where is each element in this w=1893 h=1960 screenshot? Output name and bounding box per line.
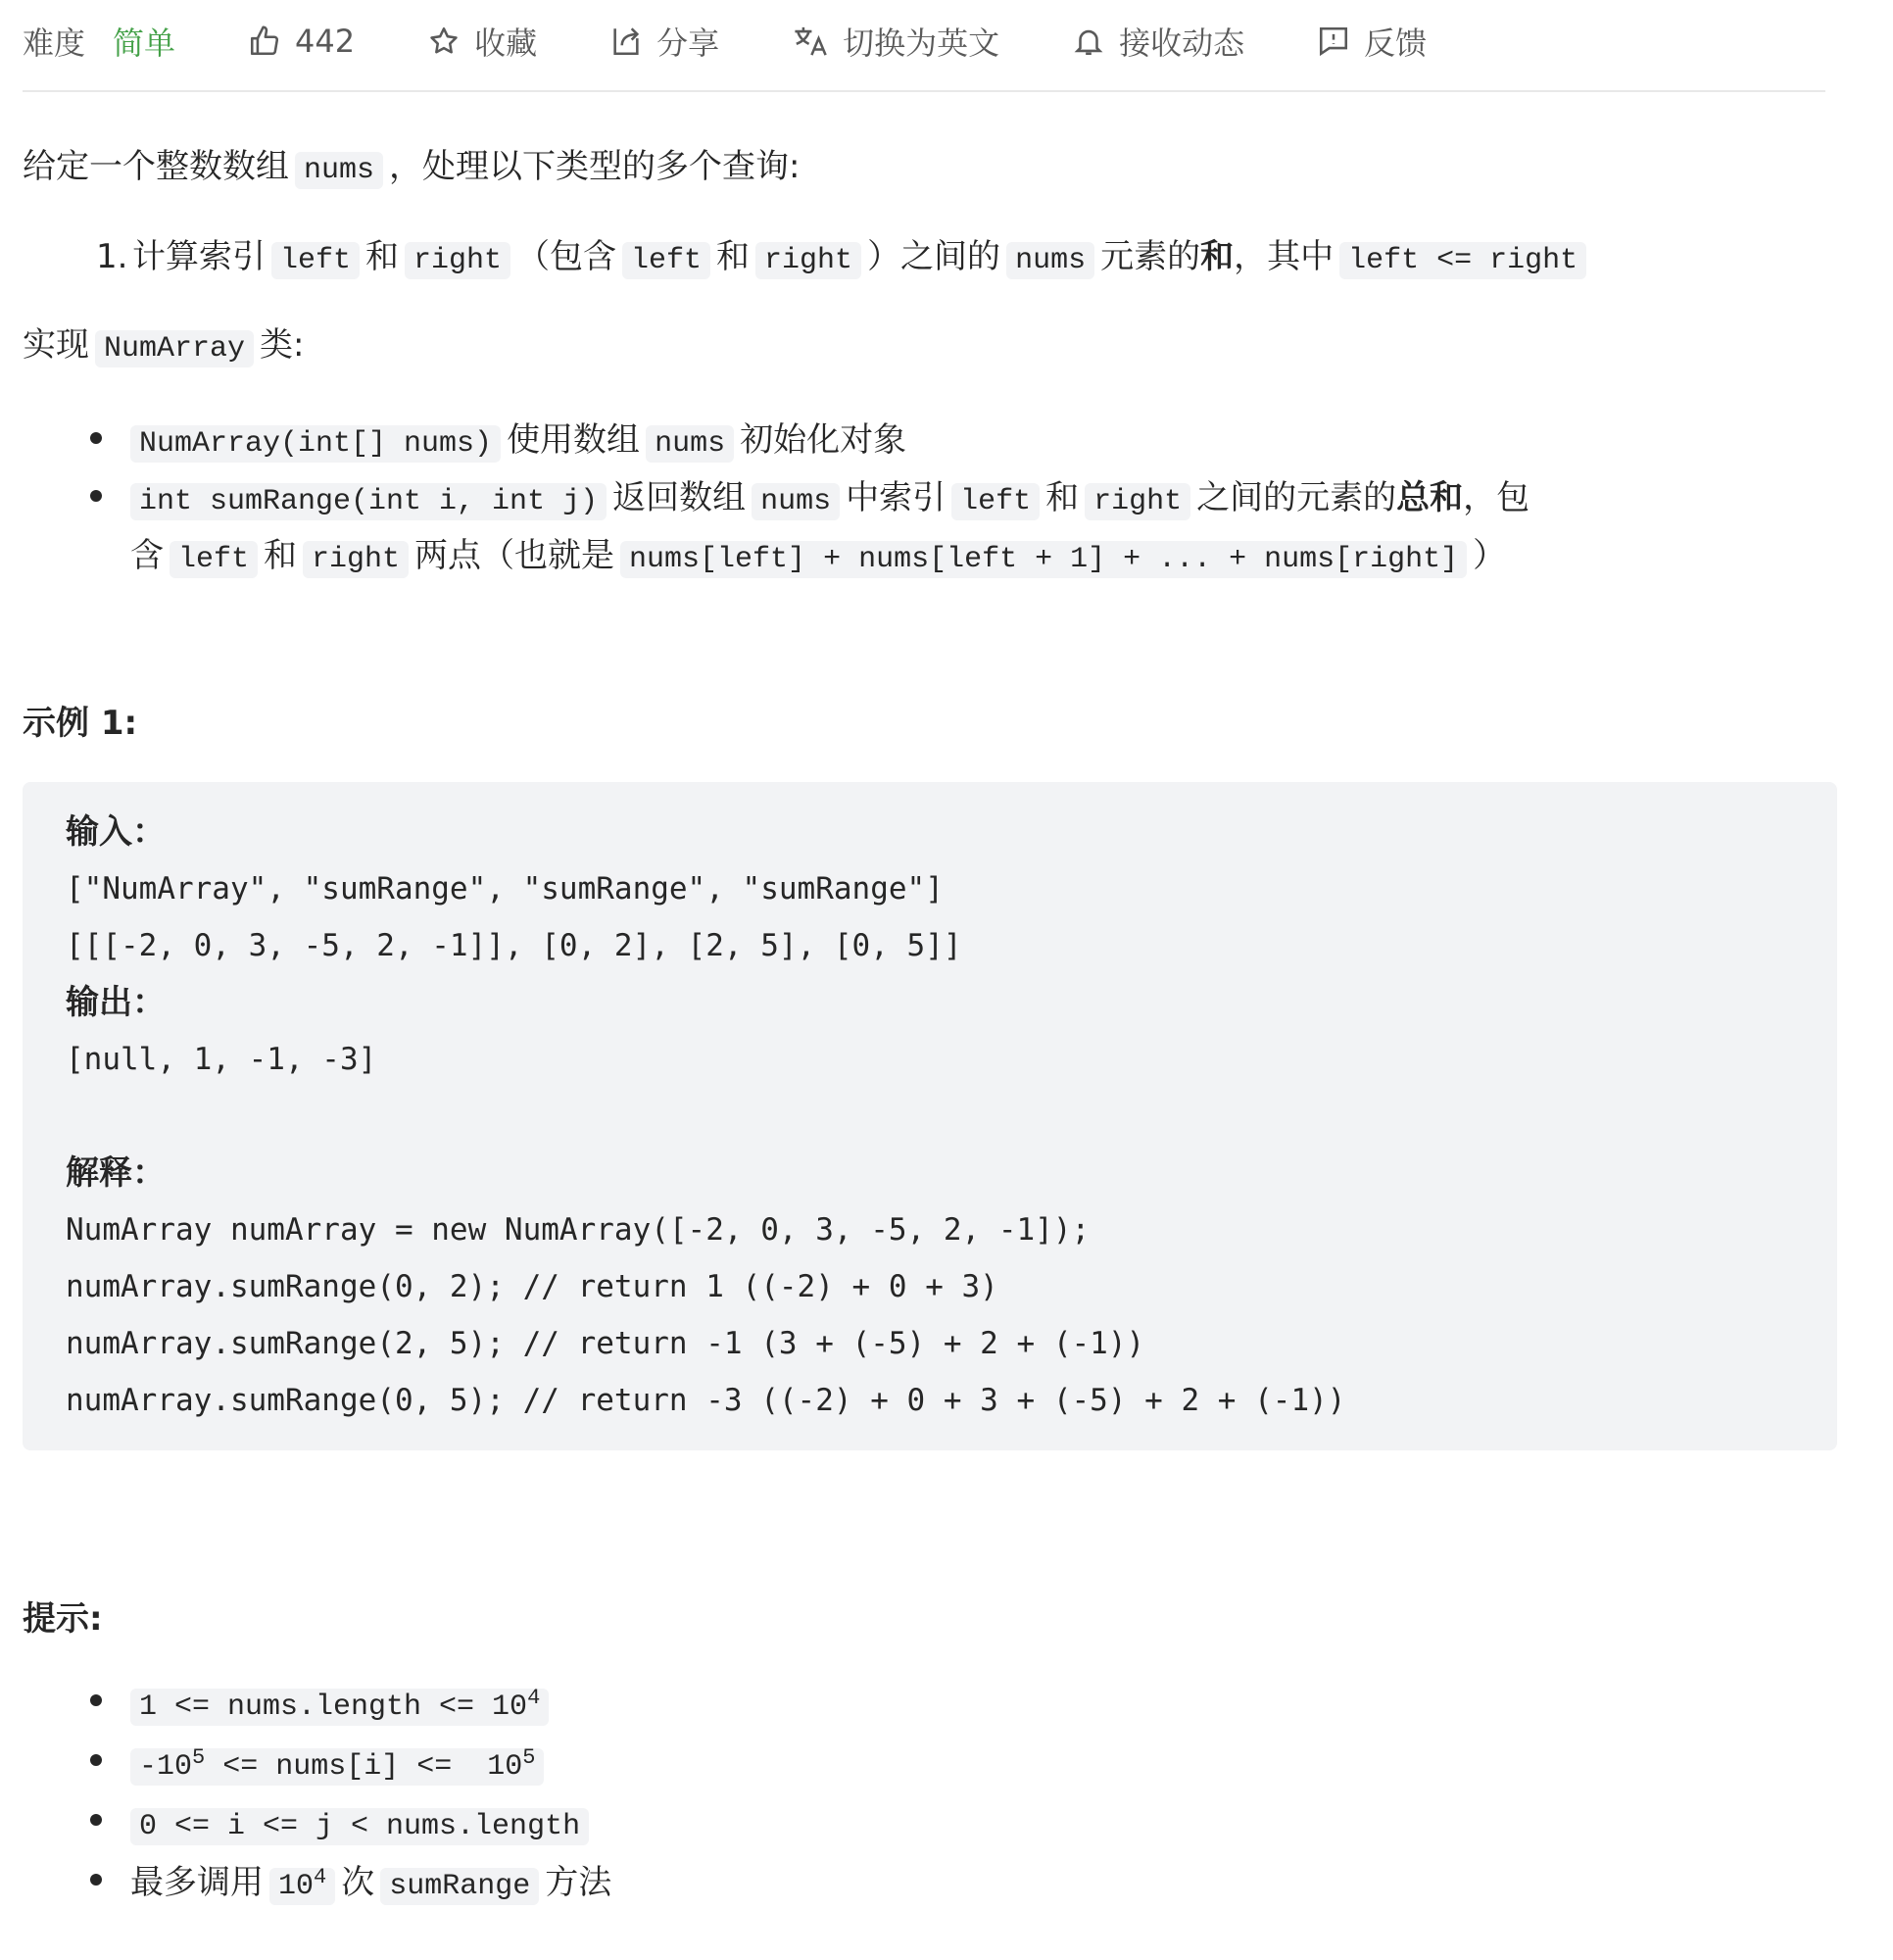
query-text: （包含 xyxy=(516,237,617,276)
difficulty-value: 简单 xyxy=(113,24,176,62)
hint-superscript: 4 xyxy=(527,1686,541,1710)
inline-code-hint-1 xyxy=(130,1686,549,1726)
query-text: 和 xyxy=(365,237,400,276)
hint-text: 方法 xyxy=(545,1863,612,1902)
bell-icon xyxy=(1072,24,1105,58)
method-text: ） xyxy=(1473,536,1507,575)
feedback-icon xyxy=(1317,24,1350,58)
hints-title: 提示: xyxy=(23,1599,103,1639)
intro-text-1: 给定一个整数数组 xyxy=(23,147,289,186)
blank-line xyxy=(66,1088,1794,1145)
switch-language-label: 切换为英文 xyxy=(843,24,1000,62)
query-number: 1. xyxy=(96,237,128,276)
hints-list xyxy=(23,1676,1747,1915)
hint-item-4 xyxy=(23,1855,1747,1915)
method-text: 和 xyxy=(1045,478,1080,517)
implement-paragraph xyxy=(23,321,305,372)
explain-line-4: numArray.sumRange(0, 5); // return -3 ((-2) + 0 + 3 + (-5) + 2 + (-1)) xyxy=(66,1383,1346,1418)
inline-code-right: right xyxy=(1085,483,1190,520)
inline-code-sumrange-signature: int sumRange(int i, int j) xyxy=(130,483,607,520)
star-icon xyxy=(427,24,461,58)
inline-code-right: right xyxy=(303,541,409,578)
explain-line-1: NumArray numArray = new NumArray([-2, 0, 3, -5, 2, -1]); xyxy=(66,1212,1091,1248)
feedback-label: 反馈 xyxy=(1364,24,1428,62)
output-label: 输出： xyxy=(66,983,166,1022)
hint-superscript: 5 xyxy=(192,1745,206,1770)
input-label: 输入： xyxy=(66,812,166,852)
explain-line-3: numArray.sumRange(2, 5); // return -1 (3 + (-5) + 2 + (-1)) xyxy=(66,1326,1145,1361)
query-text: ）之间的 xyxy=(867,237,1001,276)
method-item-sumrange xyxy=(23,471,1747,587)
like-button[interactable] xyxy=(248,23,355,60)
method-text: 含 xyxy=(130,536,164,575)
inline-code-right: right xyxy=(755,242,861,279)
switch-language-button[interactable] xyxy=(792,19,999,64)
inline-code-left: left xyxy=(951,483,1040,520)
favorite-label: 收藏 xyxy=(474,24,538,62)
input-line-2: [[[-2, 0, 3, -5, 2, -1]], [0, 2], [2, 5], [0, 5]] xyxy=(66,928,962,963)
input-line-1: ["NumArray", "sumRange", "sumRange", "sumRange"] xyxy=(66,871,944,906)
inline-code-hint-4 xyxy=(269,1865,335,1905)
inline-code-right: right xyxy=(405,242,510,279)
method-item-constructor xyxy=(23,414,1747,471)
query-list xyxy=(23,233,1825,284)
query-text: 元素的 xyxy=(1100,237,1201,276)
method-text: 和 xyxy=(264,536,298,575)
explain-line-2: numArray.sumRange(0, 2); // return 1 ((-2) + 0 + 3) xyxy=(66,1269,998,1304)
like-count: 442 xyxy=(295,23,356,60)
intro-text-2: ，处理以下类型的多个查询: xyxy=(389,147,801,186)
share-icon xyxy=(609,24,643,58)
bold-total-sum: 总和 xyxy=(1396,478,1464,517)
hint-text: -10 xyxy=(139,1750,193,1784)
output-line: [null, 1, -1, -3] xyxy=(66,1042,377,1077)
hint-superscript: 4 xyxy=(314,1865,327,1889)
inline-code-nums: nums xyxy=(646,425,734,463)
inline-code-sumrange: sumRange xyxy=(380,1868,539,1905)
hint-item-3 xyxy=(23,1795,1747,1855)
query-text: 计算索引 xyxy=(132,237,266,276)
hint-item-1 xyxy=(23,1676,1747,1736)
hint-text: 最多调用 xyxy=(130,1863,264,1902)
implement-text-1: 实现 xyxy=(23,325,89,365)
inline-code-nums: nums xyxy=(295,152,383,189)
subscribe-label: 接收动态 xyxy=(1119,24,1245,62)
method-text: ，包 xyxy=(1463,478,1530,517)
method-text: 返回数组 xyxy=(612,478,747,517)
inline-code-condition: left <= right xyxy=(1339,242,1586,279)
hint-text: 次 xyxy=(341,1863,375,1902)
example-title: 示例 1: xyxy=(23,704,138,743)
hint-superscript: 5 xyxy=(522,1745,536,1770)
difficulty-label: 难度 xyxy=(23,24,86,62)
method-text: 初始化对象 xyxy=(740,420,907,460)
inline-code-nums: nums xyxy=(752,483,840,520)
share-label: 分享 xyxy=(656,24,720,62)
feedback-button[interactable] xyxy=(1317,19,1427,64)
method-text: 使用数组 xyxy=(507,420,641,460)
query-text: ，其中 xyxy=(1234,237,1335,276)
inline-code-constructor: NumArray(int[] nums) xyxy=(130,425,501,463)
query-item-1 xyxy=(23,233,1825,284)
hint-text: 10 xyxy=(278,1870,315,1903)
favorite-button[interactable] xyxy=(427,19,537,64)
inline-code-left: left xyxy=(271,242,360,279)
example-code-block xyxy=(23,782,1837,1450)
problem-toolbar xyxy=(23,0,1825,92)
share-button[interactable] xyxy=(609,19,719,64)
translate-icon xyxy=(792,24,829,58)
method-text: 之间的元素的 xyxy=(1196,478,1397,517)
query-text: 和 xyxy=(716,237,751,276)
inline-code-hint-2 xyxy=(130,1745,544,1786)
method-text: 两点（也就是 xyxy=(414,536,615,575)
hint-text: 1 <= nums.length <= 10 xyxy=(139,1690,528,1724)
hint-text: <= nums[i] <= 10 xyxy=(205,1750,523,1784)
subscribe-button[interactable] xyxy=(1072,19,1244,64)
inline-code-hint-3: 0 <= i <= j < nums.length xyxy=(130,1808,589,1845)
inline-code-left: left xyxy=(170,541,258,578)
inline-code-nums: nums xyxy=(1006,242,1094,279)
implement-text-2: 类: xyxy=(260,325,305,365)
explain-label: 解释： xyxy=(66,1153,166,1193)
inline-code-left: left xyxy=(622,242,710,279)
bold-sum: 和 xyxy=(1200,237,1235,276)
problem-page xyxy=(23,0,1825,1903)
method-text: 中索引 xyxy=(846,478,946,517)
hint-item-2 xyxy=(23,1736,1747,1795)
inline-code-sum-expression: nums[left] + nums[left + 1] + ... + nums[right] xyxy=(620,541,1467,578)
inline-code-numarray: NumArray xyxy=(95,330,254,368)
method-list xyxy=(23,414,1747,587)
thumbs-up-icon xyxy=(248,24,281,58)
intro-paragraph xyxy=(23,143,800,194)
